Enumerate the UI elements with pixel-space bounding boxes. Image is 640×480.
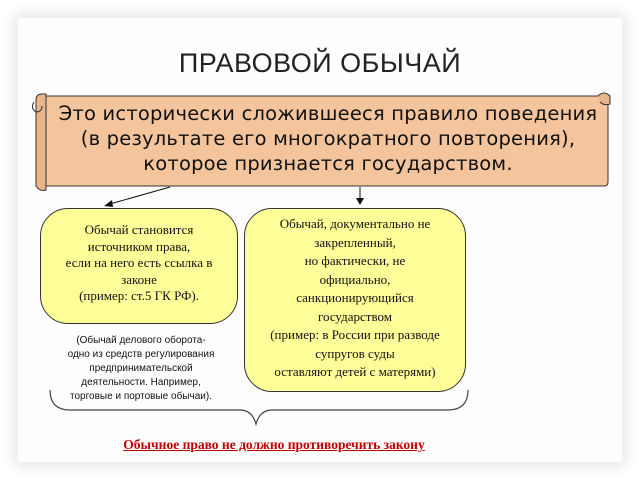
slide-title: ПРАВОВОЙ ОБЫЧАЙ bbox=[178, 48, 462, 78]
business-custom-note bbox=[40, 334, 242, 404]
definition-line: (в результате его многократного повторения), bbox=[80, 127, 576, 150]
right-box-line: (пример: в России при разводе bbox=[270, 327, 440, 342]
left-box-line: законе bbox=[121, 271, 157, 287]
right-box-line: оставляют детей с матерями) bbox=[274, 364, 436, 379]
right-box-line: супругов суды bbox=[315, 345, 395, 361]
footer-statement: Обычное право не должно противоречить закону bbox=[123, 437, 425, 452]
left-info-box bbox=[40, 208, 238, 324]
right-box-line: Обычай, документально не bbox=[279, 216, 431, 231]
note-line: деятельности. Например, bbox=[81, 377, 201, 388]
right-box-line: государством bbox=[318, 308, 392, 324]
definition-text bbox=[40, 101, 616, 176]
left-box-line: (пример: ст.5 ГК РФ). bbox=[79, 288, 199, 303]
left-box-line: источником права, bbox=[87, 238, 191, 254]
right-box-line: санкционирующийся bbox=[296, 290, 414, 305]
note-line: одно из средств регулирования bbox=[67, 349, 215, 360]
note-line: предпринимательской bbox=[89, 363, 193, 374]
right-box-line: закрепленный, bbox=[314, 234, 396, 250]
note-line: торговые и портовые обычаи). bbox=[70, 391, 212, 402]
note-line: (Обычай делового оборота- bbox=[76, 335, 206, 346]
right-box-line: но фактически, не bbox=[304, 253, 406, 268]
right-info-box bbox=[244, 208, 466, 392]
definition-line: Это исторически сложившееся правило поведения bbox=[58, 102, 598, 125]
left-box-line: Обычай становится bbox=[84, 222, 194, 237]
right-box-line: официально, bbox=[319, 271, 391, 287]
left-box-line: если на него есть ссылка в bbox=[65, 255, 213, 270]
definition-line: которое признается государством. bbox=[143, 152, 513, 175]
